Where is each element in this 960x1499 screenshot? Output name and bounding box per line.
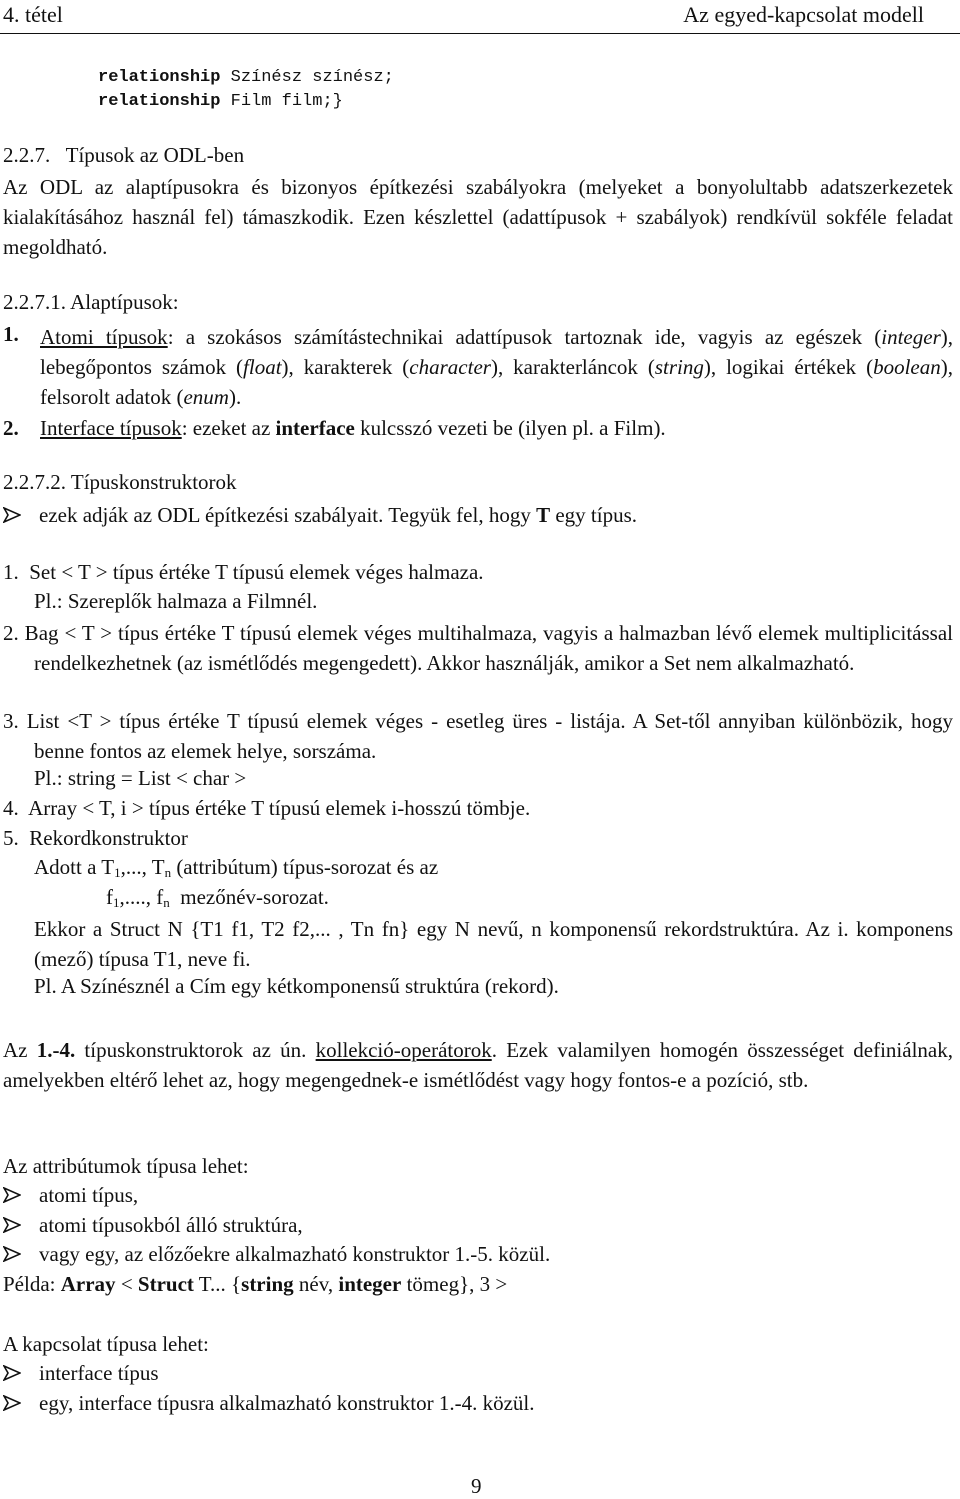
record-line: Adott a $T_1$,..., $T_n$ (attribútum) típus-sorozat és az — [34, 855, 439, 880]
page-number: 9 — [471, 1474, 482, 1498]
bullet-item: vagy egy, az előzőekre alkalmazható konstruktor 1.-5. közül. — [3, 1242, 550, 1267]
section-heading: 2.2.7. Típusok az ODL-ben — [3, 143, 245, 167]
example-line: Példa: Array < Struct T... {string név, integer tömeg}, 3 > — [3, 1272, 508, 1296]
bullet-item: interface típus — [3, 1361, 159, 1386]
list-item: 3. List <T > típus értéke T típusú elemek véges - esetleg üres - listája. A Set-től annyiban különbözik, hogy benne fontos az elemek helye, sorszáma. — [3, 709, 953, 763]
kollekcio-operatorok-link: kollekció-operátorok — [315, 1038, 492, 1062]
header-chapter-title: Az egyed-kapcsolat modell — [683, 2, 924, 27]
bullet-item: atomi típusokból álló struktúra, — [3, 1213, 303, 1238]
example-line: Pl.: Szereplők halmaza a Filmnél. — [34, 589, 318, 613]
paragraph: Ekkor a Struct N {T1 f1, T2 f2,... , Tn fn} egy N nevű, n komponensű rekordstruktúra. Az i. komponens (mező) típusa T1, neve fi. — [34, 917, 953, 971]
example-line: Pl. A Színésznél a Cím egy kétkomponensű struktúra (rekord). — [34, 974, 559, 998]
code-line: relationship Film film;} — [98, 92, 343, 111]
record-line: $f_1$,...., $f_n$ mezőnév-sorozat. — [106, 885, 329, 910]
example-line: Pl.: string = List < char > — [34, 766, 247, 790]
section-heading: A kapcsolat típusa lehet: — [3, 1332, 209, 1356]
list-item: Atomi típusok: a szokásos számítástechnikai adattípusok tartoznak ide, vagyis az egészek (integer), lebegőpontos számok (float), karakterek (character), karakterláncok (string), logikai értékek (boolean), felsorolt adatok (enum). — [40, 325, 953, 409]
section-heading: 2.2.7.2. Típuskonstruktorok — [3, 470, 237, 494]
arrow-bullet-icon — [3, 1187, 21, 1203]
list-number: 1. — [3, 322, 19, 346]
code-line: relationship Színész színész; — [98, 68, 394, 87]
section-heading: Az attribútumok típusa lehet: — [3, 1154, 249, 1178]
arrow-bullet-icon — [3, 507, 21, 523]
arrow-bullet-icon — [3, 1217, 21, 1233]
list-item: Interface típusok: ezeket az interface kulcsszó vezeti be (ilyen pl. a Film). — [40, 416, 666, 440]
list-number: 2. — [3, 416, 19, 440]
list-item: 5. Rekordkonstruktor — [3, 826, 188, 850]
arrow-bullet-icon — [3, 1365, 21, 1381]
arrow-bullet-icon — [3, 1246, 21, 1262]
header-rule — [0, 33, 960, 34]
arrow-bullet-icon — [3, 1395, 21, 1411]
section-heading: 2.2.7.1. Alaptípusok: — [3, 290, 179, 314]
bullet-item: atomi típus, — [3, 1183, 138, 1208]
list-item: 4. Array < T, i > típus értéke T típusú elemek i-hosszú tömbje. — [3, 796, 531, 820]
header-section-label: 4. tétel — [3, 2, 63, 27]
bullet-item: egy, interface típusra alkalmazható konstruktor 1.-4. közül. — [3, 1391, 534, 1416]
paragraph: Az ODL az alaptípusokra és bizonyos építkezési szabályokra (melyeket a bonyolultabb adatszerkezetek kialakításához használ fel) támaszkodik. Ezen készlettel (adattípusok + szabályok) rendkívül sokféle feladat megoldható. — [3, 175, 953, 259]
bullet-item: ezek adják az ODL építkezési szabályait. Tegyük fel, hogy T egy típus. — [3, 503, 637, 528]
list-item: 2. Bag < T > típus értéke T típusú elemek véges multihalmaza, vagyis a halmazban lévő elemek multiplicitással rendelkezhetnek (az ismétlődés megengedett). Akkor használják, amikor a Set nem alkalmazható. — [3, 621, 953, 675]
paragraph: Az 1.-4. típuskonstruktorok az ún. kollekció-operátorok. Ezek valamilyen homogén összességet definiálnak, amelyekben eltérő lehet az, hogy megengednek-e ismétlődést vagy hogy fontos-e a pozíció, stb. — [3, 1038, 953, 1092]
list-item: 1. Set < T > típus értéke T típusú elemek véges halmaza. — [3, 560, 484, 584]
